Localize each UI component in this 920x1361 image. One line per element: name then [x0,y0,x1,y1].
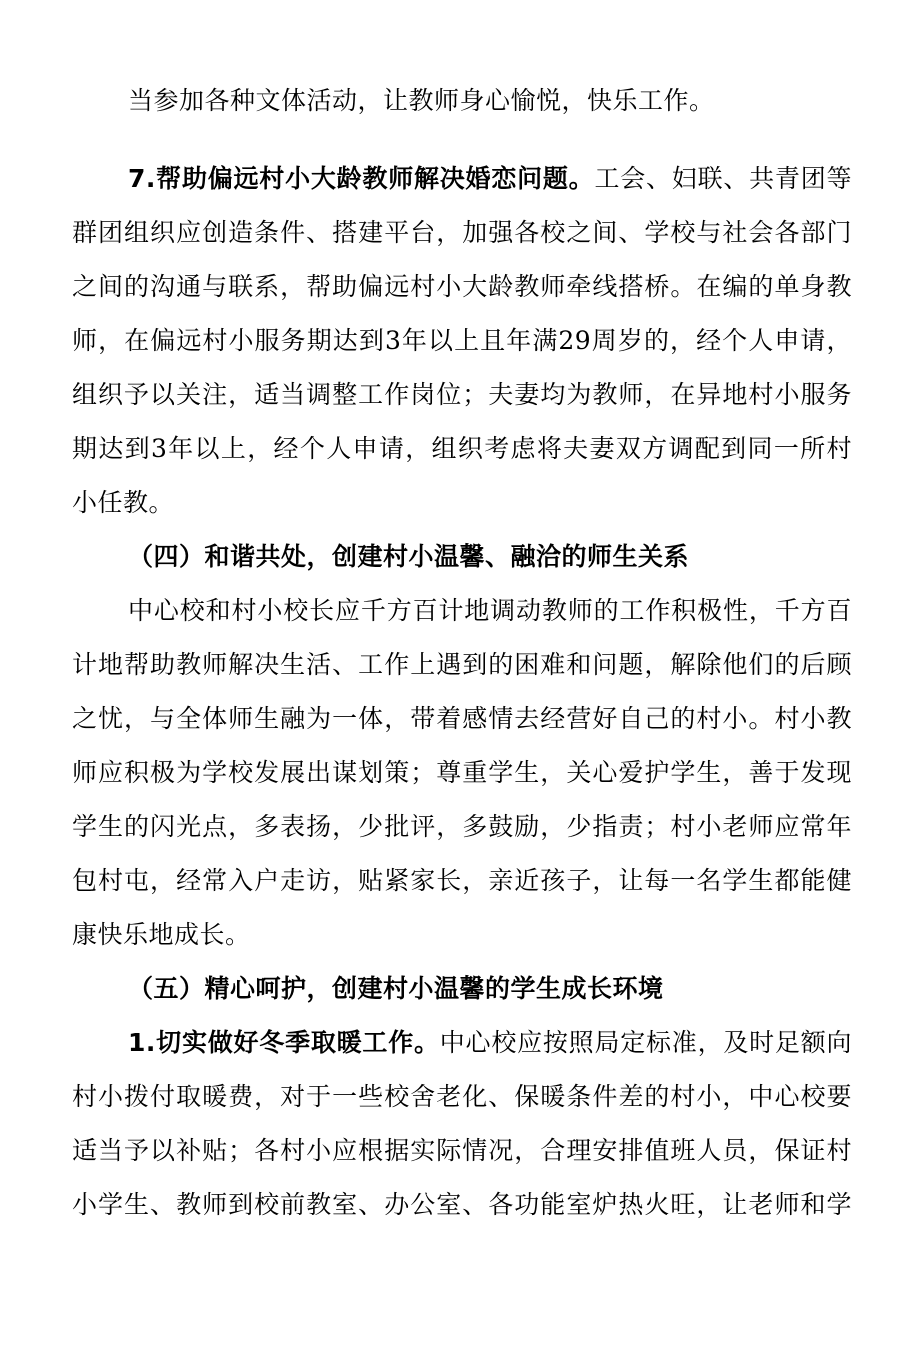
paragraph-line: 群团组织应创造条件、搭建平台，加强各校之间、学校与社会各部门 [72,218,852,247]
paragraph-line: 组织予以关注，适当调整工作岗位；夫妻均为教师，在异地村小服务 [72,380,852,409]
paragraph-line: 适当予以补贴；各村小应根据实际情况，合理安排值班人员，保证村 [72,1136,852,1165]
numbered-item-lead: 7.帮助偏远村小大龄教师解决婚恋问题。 [128,164,595,193]
paragraph-line: 包村屯，经常入户走访，贴紧家长，亲近孩子，让每一名学生都能健 [72,866,852,895]
paragraph-line: 之忧，与全体师生融为一体，带着感情去经营好自己的村小。村小教 [72,704,852,733]
paragraph-first-line [128,164,852,194]
numbered-item-lead: 1.切实做好冬季取暖工作。 [128,1028,440,1057]
section-heading-4: （四）和谐共处，创建村小温馨、融洽的师生关系 [128,542,690,571]
paragraph-first-line: 中心校和村小校长应千方百计地调动教师的工作积极性，千方百 [128,596,852,625]
paragraph-line: 计地帮助教师解决生活、工作上遇到的困难和问题，解除他们的后顾 [72,650,852,679]
paragraph-line: 学生的闪光点，多表扬，少批评，多鼓励，少指责；村小老师应常年 [72,812,852,841]
paragraph-line: 小学生、教师到校前教室、办公室、各功能室炉热火旺，让老师和学 [72,1190,852,1219]
paragraph-line: 村小拨付取暖费，对于一些校舍老化、保暖条件差的村小，中心校要 [72,1082,852,1111]
paragraph-line: 当参加各种文体活动，让教师身心愉悦，快乐工作。 [128,86,715,115]
paragraph-line: 康快乐地成长。 [72,920,251,949]
paragraph-line: 之间的沟通与联系，帮助偏远村小大龄教师牵线搭桥。在编的单身教 [72,272,852,301]
paragraph-line: 师，在偏远村小服务期达到3年以上且年满29周岁的，经个人申请， [72,326,852,355]
paragraph-line: 期达到3年以上，经个人申请，组织考虑将夫妻双方调配到同一所村 [72,434,852,463]
paragraph-line: 小任教。 [72,488,175,517]
paragraph-line: 师应积极为学校发展出谋划策；尊重学生，关心爱护学生，善于发现 [72,758,852,787]
section-heading-5: （五）精心呵护，创建村小温馨的学生成长环境 [128,974,664,1003]
paragraph-first-line [128,1028,852,1058]
paragraph-text: 中心校应按照局定标准，及时足额向 [439,1028,852,1057]
paragraph-text: 工会、妇联、共青团等 [594,164,852,193]
